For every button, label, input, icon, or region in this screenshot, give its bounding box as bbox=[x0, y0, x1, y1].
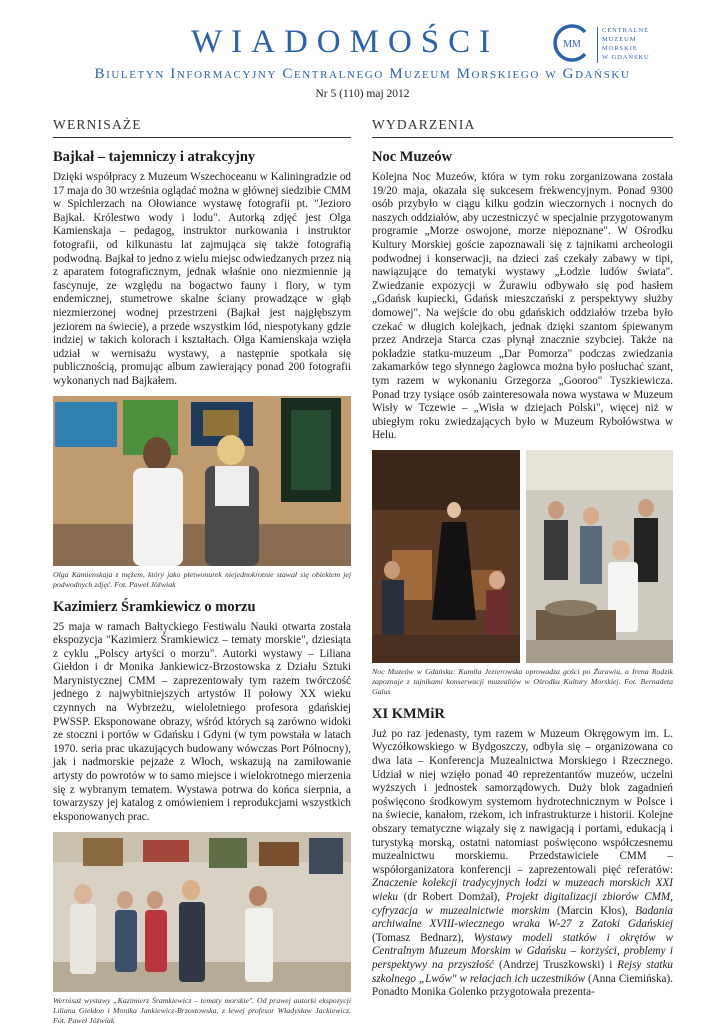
article-body-bajkal: Dzięki współpracy z Muzeum Wszechoceanu w Kaliningradzie od 17 maja do 30 września oglądać można w głównej siedzibie CMM w Spichlerzach na Ołowiance wystawę fotografii pt. "Jezioro Bajkał. Królestwo wody i lodu". Autorką zdjęć jest Olga Kamienskaja – pedagog, instruktor nurkowania i instruktor fotografii, od kilkunastu lat zajmująca się także fotografią podwodną. Bajkał to jedno z wielu miejsc odwiedzanych przez nią z aparatem fotograficznym, jednak właśnie ono niezmiennie ją fascynuje, ze względu na bogactwo fauny i flory, w tym endemicznej, stumetrowe skalne ściany prowadzące w głąb niezmierzonej wodnej przestrzeni (Bajkał jest najgłębszym jeziorem na świecie), a przede wszystkim lód, niespotykany gdzie indziej w takich kolorach i kształtach. Olga Kamienskaja wzięła udział w wernisażu wystawy, a następnie spotkała się publicznością, promując album zawierający ponad 200 fotografii wykonanych nad Bajkałem. bbox=[53, 171, 351, 387]
photo-conservation-demo bbox=[526, 450, 673, 663]
section-heading-wernisaze: WERNISAŻE bbox=[53, 116, 351, 138]
article-title-bajkal: Bajkał – tajemniczy i atrakcyjny bbox=[53, 149, 256, 165]
photo-caption-sramkiewicz: Wernisaż wystawy „Kazimierz Śramkiewicz – tematy morskie". Od prawej autorki ekspozycji Liliana Giełdon i Monika Jankiewicz-Brzostowska, z lewej profesor Władysław Jackiewicz. Fot. Paweł Jóźwiak bbox=[53, 996, 351, 1026]
photo-zuraw-tour bbox=[372, 450, 520, 663]
newsletter-title: WIADOMOŚCI bbox=[191, 24, 500, 60]
issue-number: Nr 5 (110) maj 2012 bbox=[315, 88, 410, 100]
kmmir-text: Już po raz jedenasty, tym razem w Muzeum Okręgowym im. L. Wyczółkowskiego w Bydgoszczy, odbyła się – organizowana co dwa lata – Konferencja Muzealnictwa Morskiego i Rzecznego. Udział w niej wzięło ponad 40 reprezentantów muzeów, uczelni wyższych i jednostek samorządowych. Duży blok zagadnień poświęcono środkowym systemom hydrotechnicznym w Polsce i na świecie, kanałom, rzekom, ich infrastrukturze i historii. Kolejne obszary tematyczne wiązały się z nawigacją i portami, edukacją i turystyką morską, ostatni natomiast poświęcono współczesnemu muzealnictwu morskiemu. Przedstawiciele CMM – współorganizatora konferencji – zaprezentowali pięć referatów: bbox=[372, 727, 673, 876]
left-column bbox=[53, 116, 351, 1026]
photo-bajkal-exhibition bbox=[53, 396, 351, 566]
photo-sramkiewicz-opening bbox=[53, 832, 351, 992]
logo-divider bbox=[597, 27, 600, 63]
paper-title: Projekt digitalizacji zbiorów CMM, cyfryzacja w muzealnictwie morskim bbox=[372, 891, 673, 917]
museum-name-line: MUZEUM bbox=[602, 36, 637, 43]
article-title-kmmir: XI KMMiR bbox=[372, 705, 445, 722]
article-body-sramkiewicz: 25 maja w ramach Bałtyckiego Festiwalu Nauki otwarta została ekspozycja "Kazimierz Śramkiewicz – tematy morskie", dziesiąta z cyklu „Polscy artyści o morzu". Autorki wystawy – Liliana Giełdon i dr Monika Jankiewicz-Brzostowska z Działu Sztuki Marynistycznej CMM – zaprezentowały tym razem twórczość jednego z najwybitniejszych artystów II połowy XX wieku czynnych na Wybrzeżu, wieloletniego profesora gdańskiej PWSSP. Eksponowane obrazy, wśród których są zarówno widoki ze stoczni i portów w Gdańsku i Gdyni (w tym powstała w latach 1970. seria prac ukazujących budowany wówczas Port Północny), jak i nadmorskie pejzaże z Włoch, wskazują na zamiłowanie artysty do powrotów w to samo miejsce i wielokrotnego mierzenia się z wybranym tematem. Wystawa potrwa do końca sierpnia, a towarzyszy jej katalog z omówieniem i reprodukcjami wszystkich eksponowanych prac. bbox=[53, 620, 351, 823]
masthead bbox=[0, 0, 725, 106]
kmmir-text: (Andrzej Truszkowski) i bbox=[493, 958, 618, 971]
kmmir-text: (Tomasz Bednarz), bbox=[372, 931, 474, 944]
article-title-sramkiewicz: Kazimierz Śramkiewicz o morzu bbox=[53, 598, 256, 615]
article-body-noc-muzeow: Kolejna Noc Muzeów, która w tym roku zorganizowana została 19/20 maja, okazała się sukcesem frekwencyjnym. Ponad 9300 osób przybyło w ciągu kilku godzin wieczornych i nocnych do naszych oddziałów, aby uczestniczyć w specjalnie przygotowanym programie „Morze oswojone, morze niepoznane". W Ośrodku Kultury Morskiej goście zapoznawali się z tajnikami archeologii podwodnej i konserwacji, na dzieci zaś czekały zabawy w tipi, nawiązujące do tematyki wystawy „Łodzie ludów świata". Zwiedzanie expozycji w Żurawiu odbywało się pod hasłem „Gdańsk kupiecki, Gdańsk mieszczański z perspektywy służby domowej". Na wejście do obu gdańskich oddziałów trzeba było czekać w długich kolejkach, jednak dzięki szantom śpiewanym przez Andrzeja Starca czas płynął znacznie szybciej. Także na pokładzie statku-muzeum „Dar Pomorza" podczas zwiedzania zakamarków tego słynnego żaglowca można było posłuchać szant, tym razem w wykonaniu Grzegorza „Gooroo" Tyszkiewicza. Ponad trzy tysiące osób zainteresowała nowa wystawa w Muzeum Wisły w Tczewie – „Wisła w dziejach Polski", więcej niż w ubiegłym roku zwiedzających było w Muzeum Rybołówstwa w Helu. bbox=[372, 171, 673, 442]
kmmir-text: (Marcin Kłos), bbox=[549, 904, 636, 917]
article-body-kmmir bbox=[372, 728, 673, 1000]
section-heading-wydarzenia: WYDARZENIA bbox=[372, 116, 673, 138]
paper-title: Rejsy statku szkolnego „Lwów" w relacjach ich uczestników bbox=[372, 958, 674, 985]
museum-logo-icon bbox=[553, 24, 591, 62]
museum-name-line: CENTRALNE bbox=[602, 27, 649, 34]
newsletter-subtitle: Biuletyn Informacyjny Centralnego Muzeum Morskiego w Gdańsku bbox=[94, 66, 631, 82]
photo-caption-noc-muzeow: Noc Muzeów w Gdańsku: Kamila Jezierowska oprowadza gości po Żurawiu, a Irena Rodzik zapoznaje z tajnikami konserwacji muzealiów w Ośrodku Kultury Morskiej. Fot. Bernadeta Galus bbox=[372, 666, 673, 696]
photo-pair-noc-muzeow bbox=[372, 450, 673, 663]
museum-name bbox=[602, 26, 650, 62]
logo-letters: MM bbox=[563, 39, 581, 50]
museum-name-line: MORSKIE bbox=[602, 45, 638, 52]
paper-title: Znaczenie kolekcji tradycyjnych łodzi w muzeach morskich XXI wieku bbox=[372, 877, 673, 903]
paper-title: Badania archiwalne XVIII-wiecznego wraka W-27 z Zatoki Gdańskiej bbox=[372, 904, 673, 931]
article-title-noc-muzeow: Noc Muzeów bbox=[372, 149, 453, 165]
museum-name-line: W GDAŃSKU bbox=[602, 54, 650, 61]
photo-caption-bajkal: Olga Kamienskaja z mężem, który jako płetwonurek niejednokrotnie stawał się obiektem jej podwodnych zdjęć. Fot. Paweł Jóźwiak bbox=[53, 569, 351, 589]
right-column bbox=[372, 116, 673, 1000]
kmmir-text: (Anna Ciemińska). Ponadto Monika Golenko przygotowała prezenta- bbox=[372, 972, 673, 999]
kmmir-text: (dr Robert Domżał), bbox=[398, 891, 506, 903]
paper-title: Wystawy modeli statków i okrętów w Centralnym Muzeum Morskim w Gdańsku – korzyści, problemy i perspektywy na przyszłość bbox=[372, 931, 673, 971]
